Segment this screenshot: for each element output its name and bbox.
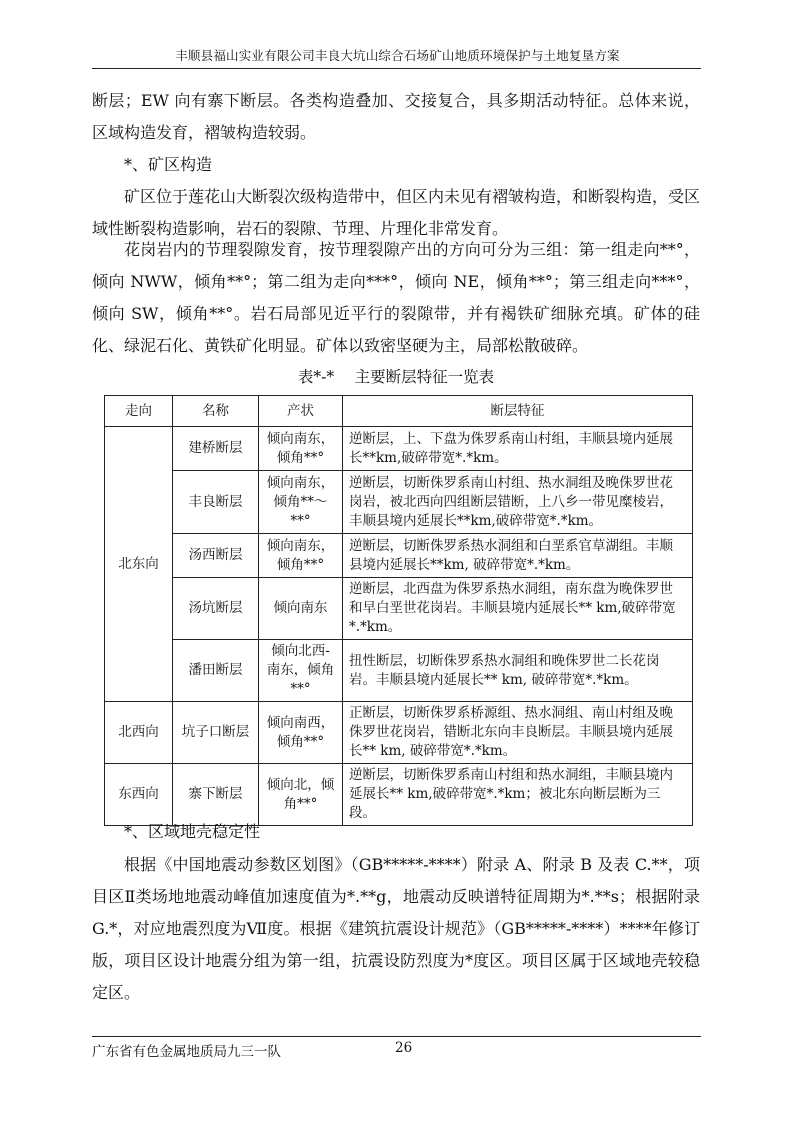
features-cell: 逆断层，切断侏罗系南山村组、热水洞组及晚侏罗世花岗岩，被北西向四组断层错断，上八乡一带见糜棱岩，丰顺县境内延展长**km,破碎带宽*.*km。 (343, 471, 693, 534)
direction-cell: 东西向 (105, 764, 173, 826)
table-row (105, 427, 693, 471)
footer-divider (92, 1036, 701, 1037)
attitude-cell: 倾向南东 (259, 578, 343, 640)
features-cell: 逆断层，切断侏罗系南山村组和热水洞组，丰顺县境内延展长** km,破碎带宽*.*km；被北东向断层断为三段。 (343, 764, 693, 826)
table-row (105, 640, 693, 702)
section-heading-mine-structure: *、矿区构造 (124, 155, 213, 174)
fault-name-cell: 汤西断层 (173, 534, 259, 578)
paragraph-joint-fissures: 花岗岩内的节理裂隙发育，按节理裂隙产出的方向可分为三组：第一组走向**°，倾向 NWW，倾角**°；第二组为走向***°，倾向 NE，倾角**°；第三组走向***°，倾向 SW，倾角**°。岩石局部见近平行的裂隙带，并有褐铁矿细脉充填。矿体的硅化、绿泥石化、黄铁矿化明显。矿体以致密坚硬为主，局部松散破碎。 (92, 240, 700, 355)
column-header-direction: 走向 (105, 396, 173, 427)
attitude-cell: 倾向南西，倾角**° (259, 702, 343, 764)
section-heading-crustal-stability: *、区域地壳稳定性 (124, 822, 261, 841)
table-row (105, 534, 693, 578)
column-header-features: 断层特征 (343, 396, 693, 427)
direction-cell: 北东向 (105, 427, 173, 702)
header-divider (92, 68, 701, 69)
features-cell: 逆断层，北西盘为侏罗系热水洞组，南东盘为晚侏罗世和早白垩世花岗岩。丰顺县境内延展长** km,破碎带宽*.*km。 (343, 578, 693, 640)
attitude-cell: 倾向南东，倾角**～**° (259, 471, 343, 534)
fault-characteristics-table (104, 395, 693, 826)
fault-name-cell: 汤坑断层 (173, 578, 259, 640)
page-header-title: 丰顺县福山实业有限公司丰良大坑山综合石场矿山地质环境保护与土地复垦方案 (175, 48, 620, 63)
fault-name-cell: 潘田断层 (173, 640, 259, 702)
fault-name-cell: 寨下断层 (173, 764, 259, 826)
attitude-cell: 倾向南东，倾角**° (259, 534, 343, 578)
paragraph-seismic-parameters: 根据《中国地震动参数区划图》（GB*****-****）附录 A、附录 B 及表 C.**，项目区Ⅱ类场地地震动峰值加速度值为*.**g，地震动反映谱特征周期为*.**s；根据附录G.*，对应地震烈度为Ⅶ度。根据《建筑抗震设计规范》（GB*****-****）****年修订版，项目区设计地震分组为第一组，抗震设防烈度为*度区。项目区属于区域地壳较稳定区。 (92, 855, 700, 1002)
page-number: 26 (395, 1040, 413, 1056)
column-header-attitude: 产状 (259, 396, 343, 427)
column-header-name: 名称 (173, 396, 259, 427)
paragraph-mine-structure: 矿区位于莲花山大断裂次级构造带中，但区内未见有褶皱构造，和断裂构造，受区域性断裂构造影响，岩石的裂隙、节理、片理化非常发育。 (92, 187, 701, 238)
attitude-cell: 倾向北，倾角**° (259, 764, 343, 826)
fault-name-cell: 丰良断层 (173, 471, 259, 534)
footer-organization: 广东省有色金属地质局九三一队 (92, 1044, 281, 1060)
features-cell: 逆断层，上、下盘为侏罗系南山村组，丰顺县境内延展长**km,破碎带宽*.*km。 (343, 427, 693, 471)
features-cell: 逆断层，切断侏罗系热水洞组和白垩系官草湖组。丰顺县境内延展长**km, 破碎带宽*.*km。 (343, 534, 693, 578)
table-row (105, 702, 693, 764)
direction-cell: 北西向 (105, 702, 173, 764)
fault-name-cell: 坑子口断层 (173, 702, 259, 764)
table-row (105, 471, 693, 534)
attitude-cell: 倾向南东，倾角**° (259, 427, 343, 471)
table-row (105, 578, 693, 640)
paragraph-regional-structure: 断层；EW 向有寨下断层。各类构造叠加、交接复合，具多期活动特征。总体来说，区域构造发育，褶皱构造较弱。 (92, 91, 700, 142)
attitude-cell: 倾向北西-南东，倾角**° (259, 640, 343, 702)
features-cell: 正断层，切断侏罗系桥源组、热水洞组、南山村组及晚侏罗世花岗岩，错断北东向丰良断层。丰顺县境内延展长** km, 破碎带宽*.*km。 (343, 702, 693, 764)
table-caption: 表*-* 主要断层特征一览表 (297, 368, 495, 386)
fault-name-cell: 建桥断层 (173, 427, 259, 471)
features-cell: 扭性断层，切断侏罗系热水洞组和晚侏罗世二长花岗岩。丰顺县境内延展长** km, 破碎带宽*.*km。 (343, 640, 693, 702)
table-header-row (105, 396, 693, 427)
